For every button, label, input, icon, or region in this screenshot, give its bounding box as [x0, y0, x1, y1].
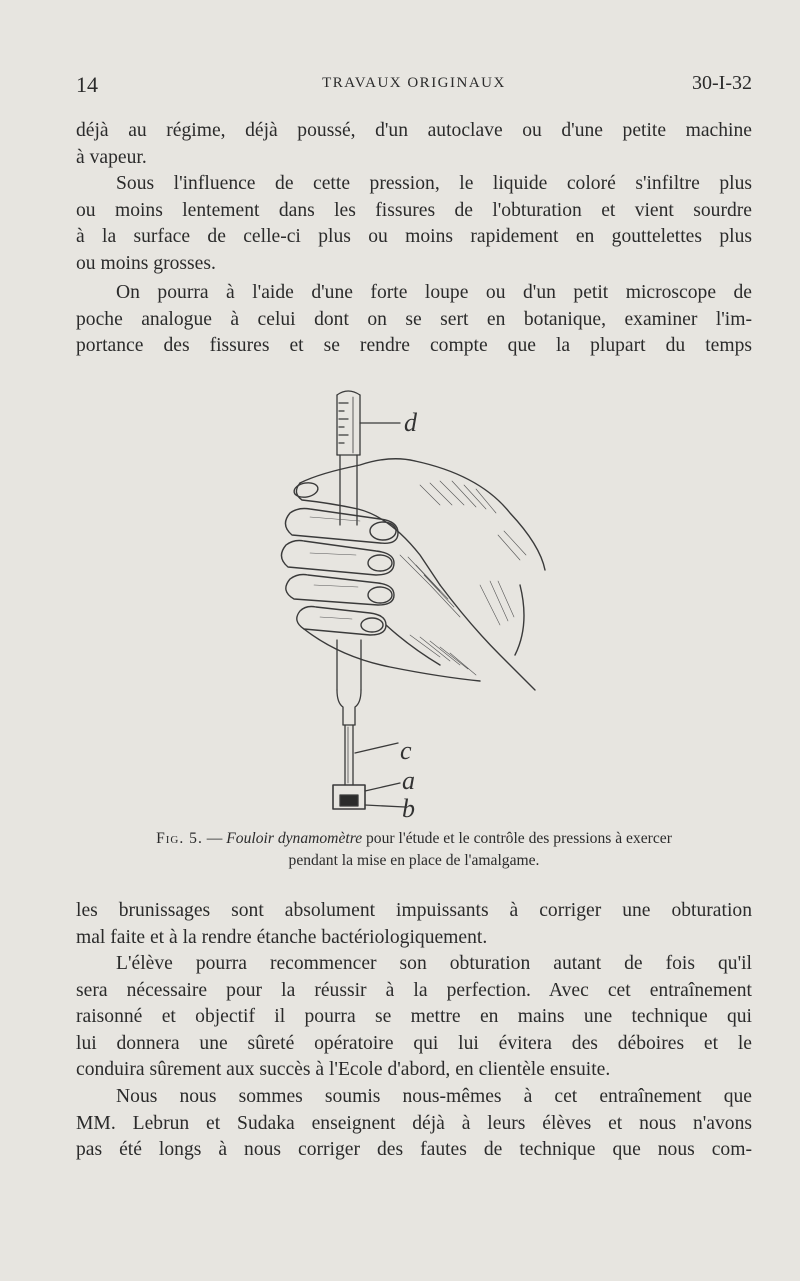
text-line: sera nécessaire pour la réussir à la perfection. Avec cet entraînement — [76, 979, 752, 1001]
running-title: TRAVAUX ORIGINAUX — [322, 75, 506, 91]
caption-title: Fouloir dynamomètre — [226, 830, 363, 847]
text-line: conduira sûrement aux succès à l'Ecole d'abord, en clientèle ensuite. — [76, 1059, 611, 1081]
caption-line-1 — [76, 828, 752, 850]
running-head — [76, 72, 752, 100]
text-line: les brunissages sont absolument impuissants à corriger une obturation — [76, 900, 752, 921]
text-line: à vapeur. — [76, 146, 147, 168]
paragraph-3 — [76, 280, 752, 360]
figure-caption — [76, 828, 752, 872]
text-line: mal faite et à la rendre étanche bactériologiquement. — [76, 926, 488, 948]
text-line: ou moins grosses. — [76, 252, 216, 274]
instrument-tip — [333, 785, 365, 809]
paragraph-2 — [76, 171, 752, 277]
caption-text-1: pour l'étude et le contrôle des pressions à exercer — [362, 830, 672, 847]
instrument-lower-shaft — [337, 640, 361, 785]
text-line: L'élève pourra recommencer son obturation autant de fois qu'il — [116, 953, 752, 974]
label-b: b — [402, 794, 415, 823]
text-line: lui donnera une sûreté opératoire qui lui évitera des déboires et le — [76, 1032, 752, 1054]
label-c: c — [400, 736, 412, 765]
paragraph-6 — [76, 1084, 752, 1164]
text-line: poche analogue à celui dont on se sert en botanique, examiner l'im- — [76, 308, 752, 330]
text-line: portance des fissures et se rendre compte que la plupart du temps — [76, 335, 752, 357]
label-d: d — [404, 408, 417, 437]
page-number: 14 — [76, 72, 98, 97]
caption-figure-number: Fig. 5. — [156, 830, 203, 847]
caption-dash: — — [202, 830, 227, 847]
leader-line-b — [365, 805, 405, 807]
issue-reference: 30-I-32 — [692, 72, 752, 94]
hand-drawing — [281, 459, 545, 690]
caption-text-2: pendant la mise en place de l'amalgame. — [288, 852, 540, 869]
paragraph-4 — [76, 898, 752, 951]
text-line: ou moins lentement dans les fissures de l'obturation et vient sourdre — [76, 199, 752, 221]
text-line: déjà au régime, déjà poussé, d'un autoclave ou d'une petite machine — [76, 120, 752, 141]
label-a: a — [402, 766, 415, 795]
text-line: MM. Lebrun et Sudaka enseignent déjà à leurs élèves et nous n'avons — [76, 1112, 752, 1134]
text-line: raisonné et objectif il pourra se mettre en mains une technique qui — [76, 1006, 752, 1028]
figure-illustration — [240, 385, 570, 825]
text-line: On pourra à l'aide d'une forte loupe ou d'un petit microscope de — [116, 282, 752, 303]
text-line: pas été longs à nous corriger des fautes de technique que nous com- — [76, 1139, 752, 1161]
text-line: Nous nous sommes soumis nous-mêmes à cet entraînement que — [116, 1086, 752, 1107]
leader-line-a — [365, 783, 400, 791]
text-line: Sous l'influence de cette pression, le liquide coloré s'infiltre plus — [116, 173, 752, 194]
paragraph-5 — [76, 951, 752, 1084]
text-line: à la surface de celle-ci plus ou moins rapidement en gouttelettes plus — [76, 226, 752, 248]
leader-line-c — [355, 743, 398, 753]
paragraph-1 — [76, 118, 752, 171]
